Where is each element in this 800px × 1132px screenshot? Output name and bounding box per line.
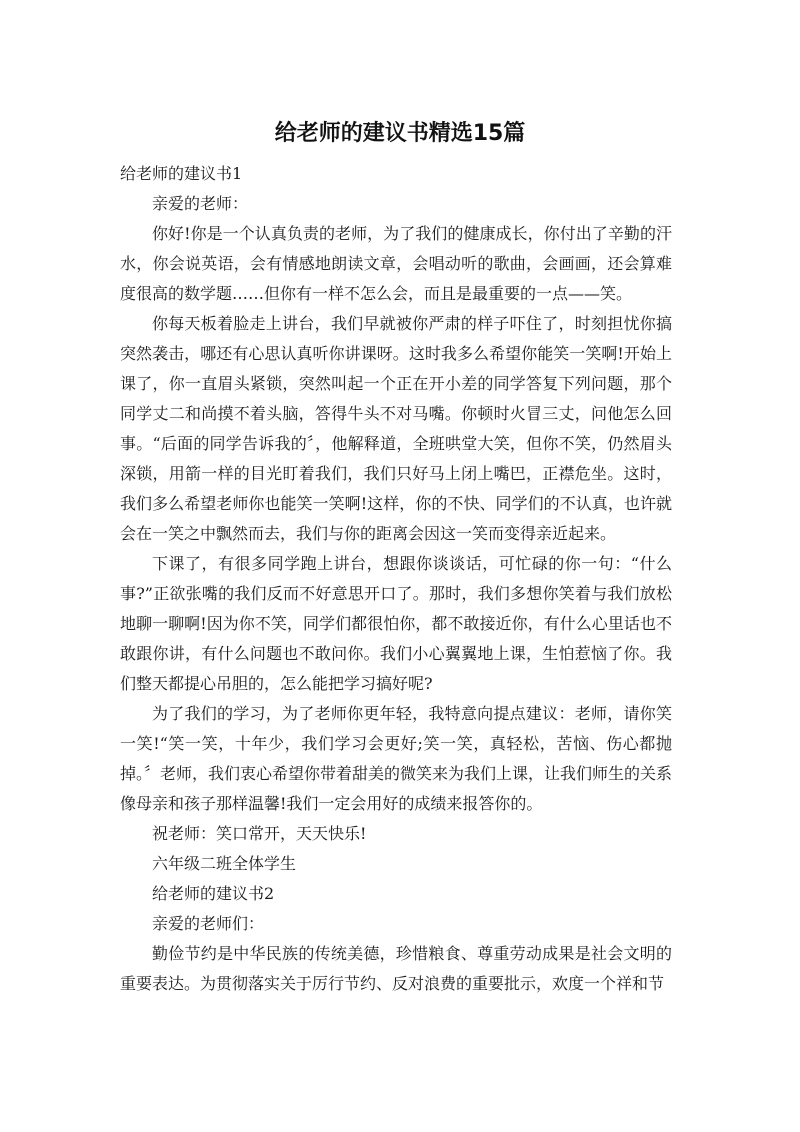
letter-heading: 给老师的建议书1 bbox=[120, 164, 243, 183]
paragraph: 为了我们的学习，为了老师你更年轻，我特意向提点建议：老师，请你笑一笑!“笑一笑，十年少，我们学习会更好;笑一笑，真轻松，苦恼、伤心都抛掉。〞老师，我们衷心希望你带着甜美的微笑来为我们上课，让我们师生的关系像母亲和孩子那样温馨!我们一定会用好的成绩来报答你的。 bbox=[120, 704, 673, 813]
letter-wish: 祝老师：笑口常开，天天快乐! bbox=[152, 824, 367, 843]
paragraph: 你好!你是一个认真负责的老师，为了我们的健康成长，你付出了辛勤的汗水，你会说英语，会有情感地朗读文章，会唱动听的歌曲，会画画，还会算难度很高的数学题……但你有一样不怎么会，而且是最重要的一点——笑。 bbox=[120, 224, 672, 303]
letter-heading: 给老师的建议书2 bbox=[152, 884, 275, 903]
letter-greeting: 亲爱的老师： bbox=[152, 194, 249, 213]
letter-greeting: 亲爱的老师们： bbox=[152, 914, 265, 933]
document-title: 给老师的建议书精选15篇 bbox=[274, 121, 526, 146]
paragraph: 你每天板着脸走上讲台，我们早就被你严肃的样子吓住了，时刻担忧你搞突然袭击，哪还有心思认真听你讲课呀。这时我多么希望你能笑一笑啊!开始上课了，你一直眉头紧锁，突然叫起一个正在开小差的同学答复下列问题，那个同学丈二和尚摸不着头脑，答得牛头不对马嘴。你顿时火冒三丈，问他怎么回事。“后面的同学告诉我的〞，他解释道，全班哄堂大笑，但你不笑，仍然眉头深锁，用箭一样的目光盯着我们，我们只好马上闭上嘴巴，正襟危坐。这时，我们多么希望老师你也能笑一笑啊!这样，你的不快、同学们的不认真，也许就会在一笑之中飘然而去，我们与你的距离会因这一笑而变得亲近起来。 bbox=[120, 314, 672, 543]
document-body bbox=[120, 159, 672, 999]
paragraph: 勤俭节约是中华民族的传统美德，珍惜粮食、尊重劳动成果是社会文明的重要表达。为贯彻落实关于厉行节约、反对浪费的重要批示，欢度一个祥和节 bbox=[120, 944, 672, 993]
paragraph: 下课了，有很多同学跑上讲台，想跟你谈谈话，可忙碌的你一句：“什么事?”正欲张嘴的我们反而不好意思开口了。那时，我们多想你笑着与我们放松地聊一聊啊!因为你不笑，同学们都很怕你，都不敢接近你，有什么心里话也不敢跟你讲，有什么问题也不敢问你。我们小心翼翼地上课，生怕惹恼了你。我们整天都提心吊胆的，怎么能把学习搞好呢? bbox=[120, 554, 672, 693]
letter-signature: 六年级二班全体学生 bbox=[152, 854, 297, 873]
